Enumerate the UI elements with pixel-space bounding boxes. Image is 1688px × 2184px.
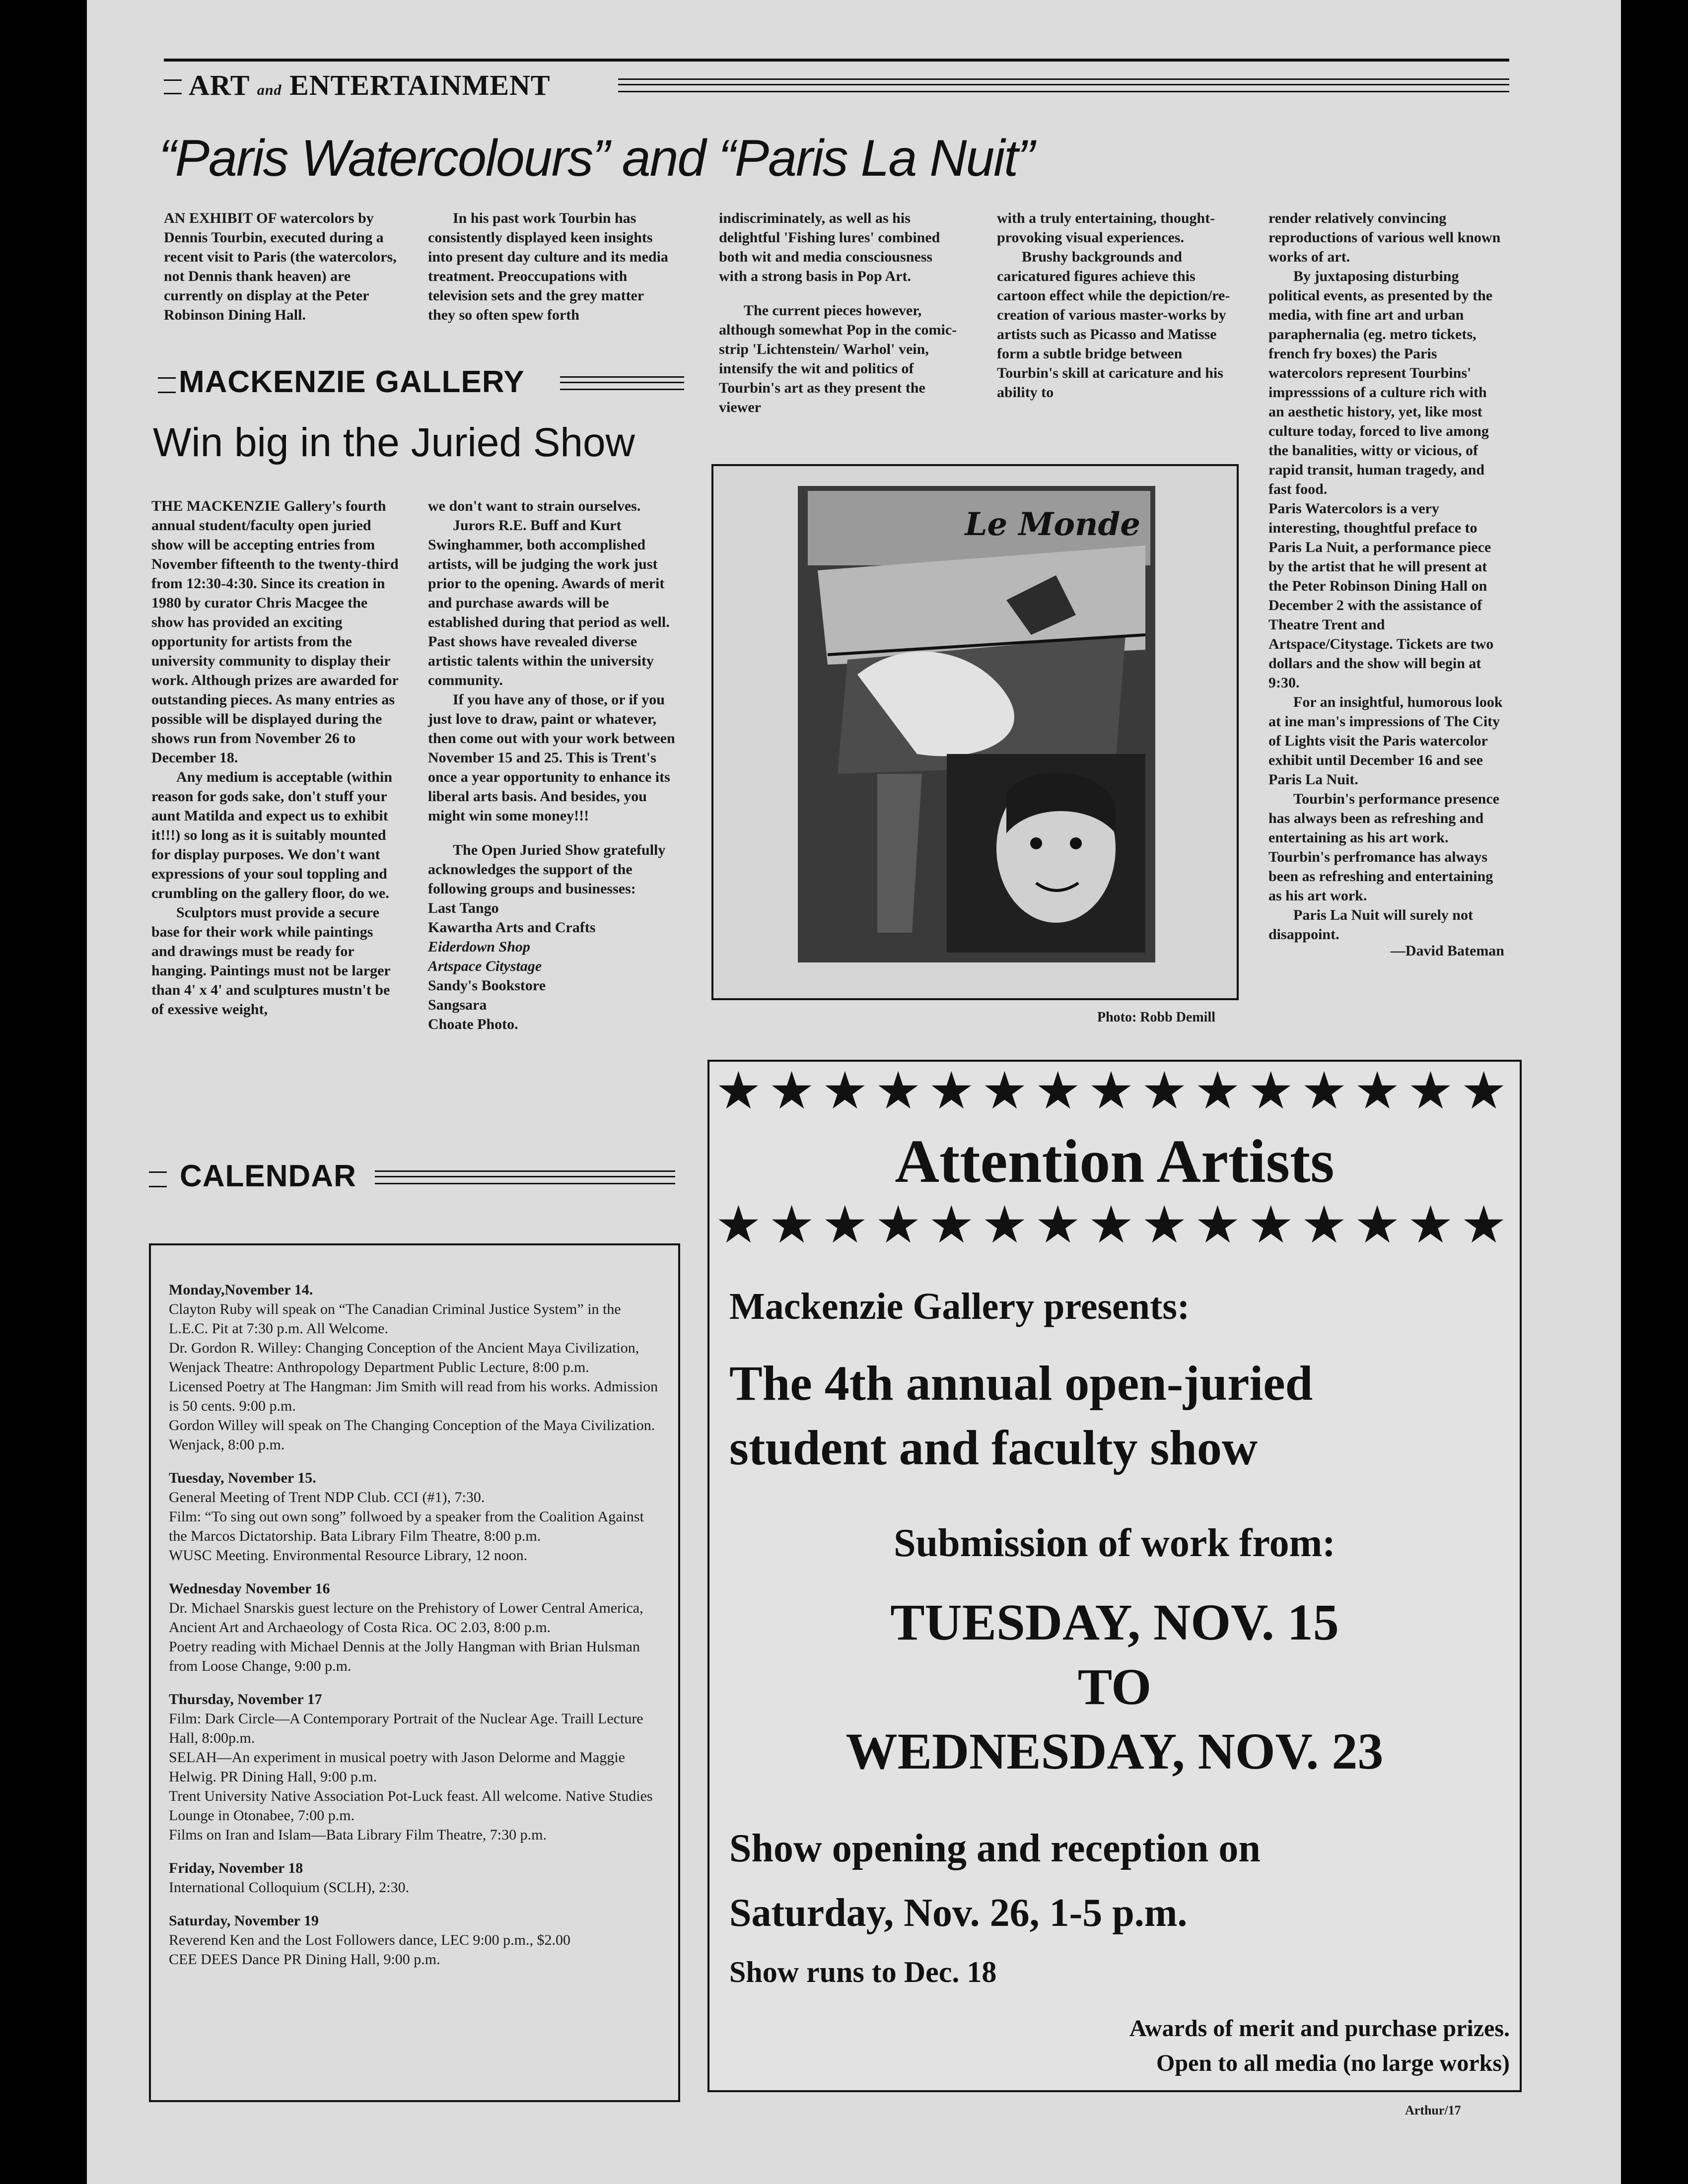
sponsor: Sandy's Bookstore (428, 977, 546, 994)
gallery-left-lines (158, 377, 176, 393)
ad-show-line-1: The 4th annual open-juried (729, 1356, 1313, 1411)
calendar-left-lines (149, 1171, 167, 1187)
calendar-event: Dr. Michael Snarskis guest lecture on the Prehistory of Lower Central America, Ancient Art and Archaeology of Costa Rica. OC 2.03, 8:00 p.m. (169, 1600, 643, 1636)
calendar-event: SELAH—An experiment in musical poetry with Jason Delorme and Maggie Helwig. PR Dining Hall, 9:00 p.m. (169, 1749, 625, 1785)
paris-col-1 (164, 208, 410, 325)
sponsor: Kawartha Arts and Crafts (428, 919, 596, 936)
banner-left-lines (164, 79, 182, 94)
sponsor: Sangsara (428, 997, 487, 1013)
paris-col-5a-text: render relatively convincing reproductions of various well known works of art. (1268, 210, 1501, 265)
paris-col-3b-text: The current pieces however, although somewhat Pop in the comic-strip 'Lichtenstein/ Warhol' vein, intensify the wit and politics of Tourbin's art as they present the viewer (719, 302, 957, 415)
ad-submission: Submission of work from: (894, 1521, 1336, 1565)
ad-runs: Show runs to Dec. 18 (729, 1956, 997, 1988)
calendar-rule (375, 1170, 675, 1184)
photo-credit: Photo: Robb Demill (1097, 1010, 1215, 1025)
paris-col-5 (1268, 208, 1504, 960)
calendar-event: Film: Dark Circle—A Contemporary Portrait of the Nuclear Age. Traill Lecture Hall, 8:00p.m. (169, 1710, 643, 1746)
paris-col-4b-text: Brushy backgrounds and caricatured figures achieve this cartoon effect while the depiction/re-creation of various master-works by artists such as Picasso and Matisse form a subtle bridge between Tourbin's skill at caricature and his ability to (997, 249, 1230, 401)
calendar-event: Licensed Poetry at The Hangman: Jim Smith will read from his works. Admission is 50 cents. 9:00 p.m. (169, 1378, 658, 1414)
artwork-image (798, 486, 1155, 962)
le-monde-masthead: Le Monde (965, 506, 1140, 543)
ad-stars-top: ★★★★★★★★★★★★★★★ (715, 1063, 1514, 1120)
paris-col-5b-text: By juxtaposing disturbing political events, as presented by the media, with fine art and urban paraphernalia (eg. metro tickets, french fry boxes) the Paris watercolors represent Tourbins' impresssions of a culture rich with an aesthetic history, yet, like most culture today, forced to live among the banalities, witty or vicious, of rapid transit, human tragedy, and fast food. (1268, 268, 1493, 497)
section-title (189, 68, 551, 102)
paris-col-3a-text: indiscriminately, as well as his delightful 'Fishing lures' combined both wit and media consciousness with a strong basis in Pop Art. (719, 210, 940, 284)
paris-col-1-text: AN EXHIBIT OF watercolors by Dennis Tourbin, executed during a recent visit to Paris (the watercolors, not Dennis thank heaven) are currently on display at the Peter Robinson Dining Hall. (164, 210, 397, 323)
ad-date-to: WEDNESDAY, NOV. 23 (845, 1723, 1384, 1780)
section-banner (164, 68, 1509, 108)
gallery-col-2 (428, 496, 676, 1034)
calendar-event: General Meeting of Trent NDP Club. CCI (#1), 7:30. (169, 1489, 485, 1505)
ad-show-line-2: student and faculty show (729, 1420, 1258, 1475)
calendar-day-heading: Saturday, November 19 (169, 1912, 319, 1929)
gallery-headline: Win big in the Juried Show (153, 420, 635, 465)
gallery-section-header (158, 367, 684, 402)
paris-col-5g-text: Paris La Nuit will surely not disappoint. (1268, 907, 1473, 943)
byline: —David Bateman (1390, 943, 1504, 959)
calendar-event: Poetry reading with Michael Dennis at the Jolly Hangman with Brian Hulsman from Loose Change, 9:00 p.m. (169, 1638, 640, 1674)
calendar-day-heading: Thursday, November 17 (169, 1691, 322, 1707)
calendar-box (149, 1243, 680, 2102)
calendar-event: Trent University Native Association Pot-Luck feast. All welcome. Native Studies Lounge in Otonabee, 7:00 p.m. (169, 1788, 653, 1824)
calendar-event: International Colloquium (SCLH), 2:30. (169, 1879, 410, 1896)
calendar-event: Reverend Ken and the Lost Followers dance, LEC 9:00 p.m., $2.00 (169, 1932, 571, 1948)
paris-col-3 (719, 208, 957, 417)
gallery-section-title: MACKENZIE GALLERY (179, 365, 525, 399)
calendar-day-heading: Monday,November 14. (169, 1282, 313, 1298)
ad-title: Attention Artists (895, 1127, 1335, 1195)
paris-col-4 (997, 208, 1235, 402)
section-title-art: ART (189, 69, 250, 101)
section-title-and: and (257, 82, 282, 98)
paris-col-5f-text: Tourbin's perfromance has always been as refreshing and entertaining as his art work. (1268, 849, 1493, 904)
calendar-event: Gordon Willey will speak on The Changing Conception of the Maya Civilization. Wenjack, 8:00 p.m. (169, 1417, 655, 1453)
ad-opening-line-1: Show opening and reception on (729, 1827, 1261, 1870)
ad-presents: Mackenzie Gallery presents: (729, 1286, 1190, 1327)
paris-col-5e-text: Tourbin's performance presence has always been as refreshing and entertaining as his art work. (1268, 791, 1499, 846)
gallery-rule (560, 376, 684, 390)
paris-col-5d-text: For an insightful, humorous look at ine man's impressions of The City of Lights visit the Paris watercolor exhibit until December 16 and see Paris La Nuit. (1268, 694, 1503, 788)
gallery-col-1b: Any medium is acceptable (within reason for gods sake, don't stuff your aunt Matilda and expect us to exhibit it!!!) so long as it is suitably mounted for display purposes. We don't want expressions of your soul toppling and crumbling on the gallery floor, do we. (151, 769, 392, 901)
gallery-col-1c: Sculptors must provide a secure base for their work while paintings and drawings must be ready for hanging. Paintings must not be larger than 4' x 4' and sculptures mustn't be of exessive weight, (151, 904, 391, 1018)
calendar-section-title: CALENDAR (180, 1159, 356, 1193)
paris-col-4a-text: with a truly entertaining, thought-provoking visual experiences. (997, 210, 1215, 246)
calendar-event: Films on Iran and Islam—Bata Library Film Theatre, 7:30 p.m. (169, 1827, 547, 1843)
ad-stars-bottom: ★★★★★★★★★★★★★★★ (715, 1197, 1514, 1254)
photo-frame (711, 464, 1239, 1000)
calendar-section-header (149, 1161, 675, 1196)
calendar-event: WUSC Meeting. Environmental Resource Library, 12 noon. (169, 1547, 528, 1564)
banner-rule (618, 78, 1509, 92)
calendar-event: Clayton Ruby will speak on “The Canadian Criminal Justice System” in the L.E.C. Pit at 7:30 p.m. All Welcome. (169, 1301, 621, 1337)
ad-opening-line-2: Saturday, Nov. 26, 1-5 p.m. (729, 1891, 1188, 1935)
paris-col-2 (428, 208, 674, 325)
ad-date-from: TUESDAY, NOV. 15 (890, 1594, 1339, 1651)
attention-artists-ad (707, 1060, 1522, 2092)
paris-col-2-text: In his past work Tourbin has consistently displayed keen insights into present day culture and its media treatment. Preoccupations with television sets and the grey matter they so often spew forth (428, 210, 668, 323)
calendar-event: Dr. Gordon R. Willey: Changing Conception of the Ancient Maya Civilization, Wenjack Theatre: Anthropology Department Public Lecture, 8:00 p.m. (169, 1340, 639, 1375)
gallery-col-1 (151, 496, 400, 1019)
sponsor: Artspace Citystage (428, 958, 542, 974)
sponsor: Last Tango (428, 900, 499, 916)
gallery-col-2a: we don't want to strain ourselves. (428, 498, 641, 514)
ad-media: Open to all media (no large works) (1156, 2050, 1510, 2076)
paris-col-5c-text: Paris Watercolors is a very interesting, thoughtful preface to Paris La Nuit, a performance piece by the artist that he will present at the Peter Robinson Dining Hall on December 2 with the assistance of Theatre Trent and Artspace/Citystage. Tickets are two dollars and the show will begin at 9:30. (1268, 500, 1494, 691)
calendar-event: Film: “To sing out own song” follwoed by a speaker from the Coalition Against the Marcos Dictatorship. Bata Library Film Theatre, 8:00 p.m. (169, 1508, 644, 1544)
section-title-entertainment: ENTERTAINMENT (289, 69, 551, 101)
calendar-day-heading: Friday, November 18 (169, 1860, 303, 1876)
ad-to: TO (1077, 1658, 1152, 1715)
sponsor: Eiderdown Shop (428, 939, 530, 955)
gallery-col-2c: If you have any of those, or if you just love to draw, paint or whatever, then come out with your work between November 15 and 25. This is Trent's once a year opportunity to enhance its liberal arts basis. And besides, you might win some money!!! (428, 691, 675, 824)
paris-headline: “Paris Watercolours” and “Paris La Nuit” (159, 130, 1034, 187)
top-rule (164, 59, 1509, 62)
calendar-day-heading: Tuesday, November 15. (169, 1470, 316, 1486)
artwork-illustration (798, 486, 1155, 962)
calendar-day-heading: Wednesday November 16 (169, 1580, 330, 1597)
gallery-col-1a: THE MACKENZIE Gallery's fourth annual student/faculty open juried show will be accepting entries from November fifteenth to the twenty-third from 12:30-4:30. Since its creation in 1980 by curator Chris Macgee the show has provided an exciting opportunity for artists from the university community to display their work. Although prizes are awarded for outstanding pieces. As many entries as possible will be displayed during the shows run from November 26 to December 18. (151, 498, 399, 766)
page-number: Arthur/17 (1405, 2103, 1461, 2117)
gallery-col-2b: Jurors R.E. Buff and Kurt Swinghammer, both accomplished artists, will be judging the work just prior to the opening. Awards of merit and purchase awards will be established during that period as well. Past shows have revealed diverse artistic talents within the university community. (428, 517, 670, 688)
gallery-col-2d: The Open Juried Show gratefully acknowledges the support of the following groups and businesses: (428, 842, 666, 897)
calendar-event: CEE DEES Dance PR Dining Hall, 9:00 p.m. (169, 1951, 440, 1968)
ad-awards: Awards of merit and purchase prizes. (1129, 2015, 1510, 2042)
sponsor: Choate Photo. (428, 1016, 518, 1032)
